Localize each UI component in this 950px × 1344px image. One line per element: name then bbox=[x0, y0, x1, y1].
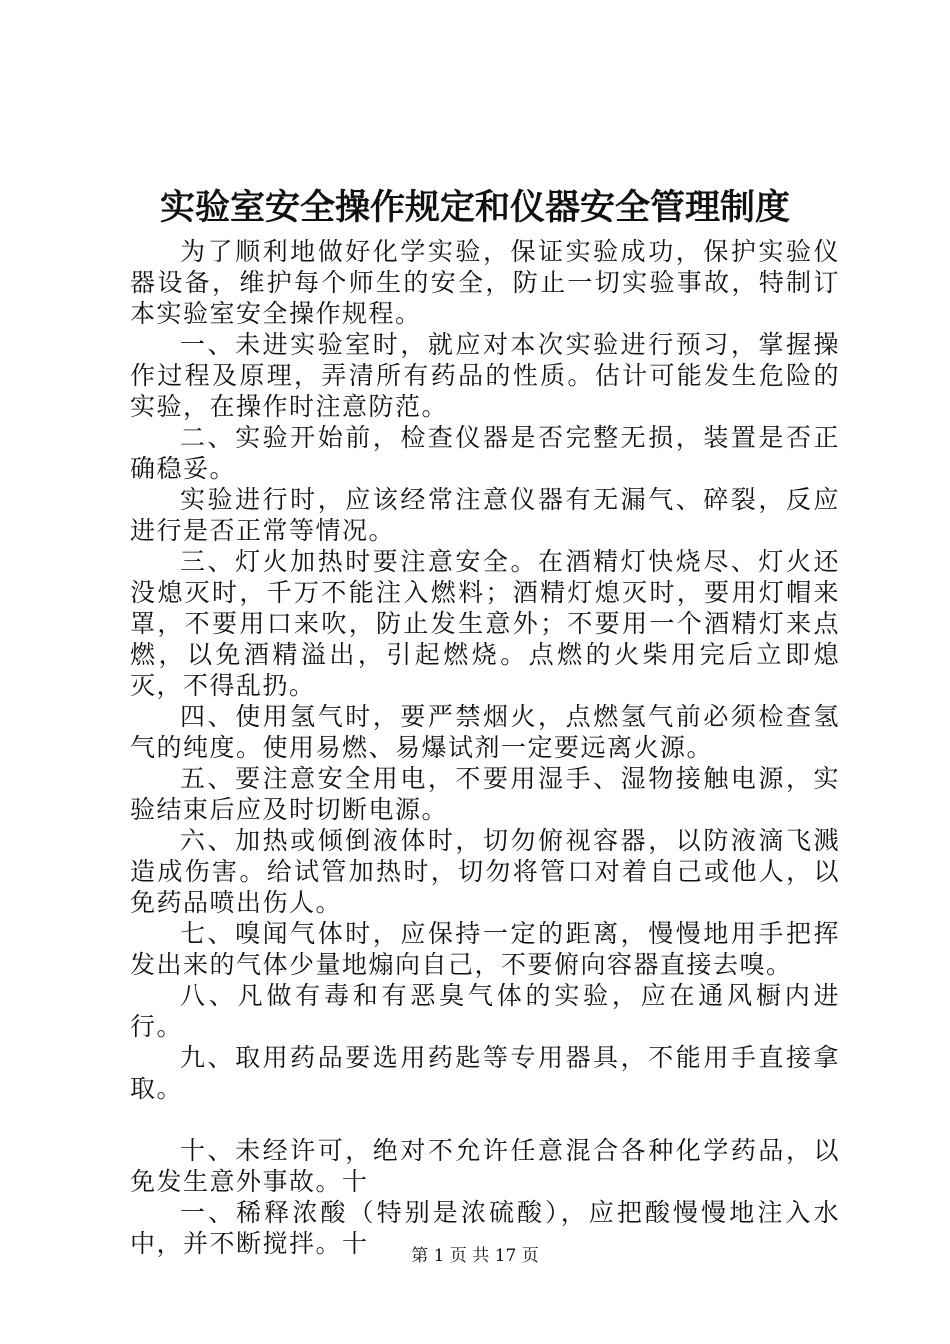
blank-line bbox=[130, 1104, 840, 1135]
paragraph-rule-11: 一、稀释浓酸（特别是浓硫酸），应把酸慢慢地注入水中，并不断搅拌。十 bbox=[130, 1198, 840, 1258]
paragraph-rule-2-cont: 实验进行时，应该经常注意仪器有无漏气、碎裂，反应进行是否正常等情况。 bbox=[130, 485, 840, 545]
paragraph-rule-10: 十、未经许可，绝对不允许任意混合各种化学药品，以免发生意外事故。十 bbox=[130, 1136, 840, 1196]
paragraph-rule-3: 三、灯火加热时要注意安全。在酒精灯快烧尽、灯火还没熄灭时，千万不能注入燃料；酒精灯熄灭时，要用灯帽来罩，不要用口来吹，防止发生意外；不要用一个酒精灯来点燃，以免酒精溢出，引起燃烧。点燃的火柴用完后立即熄灭，不得乱扔。 bbox=[130, 547, 840, 700]
paragraph-rule-6: 六、加热或倾倒液体时，切勿俯视容器，以防液滴飞溅造成伤害。给试管加热时，切勿将管口对着自己或他人，以免药品喷出伤人。 bbox=[130, 826, 840, 917]
document-body bbox=[130, 236, 840, 1259]
page-footer: 第 1 页 共 17 页 bbox=[411, 1246, 539, 1266]
paragraph-rule-8: 八、凡做有毒和有恶臭气体的实验，应在通风橱内进行。 bbox=[130, 981, 840, 1041]
paragraph-rule-2: 二、实验开始前，检查仪器是否完整无损，装置是否正确稳妥。 bbox=[130, 423, 840, 483]
paragraph-rule-4: 四、使用氢气时，要严禁烟火，点燃氢气前必须检查氢气的纯度。使用易燃、易爆试剂一定要远离火源。 bbox=[130, 702, 840, 762]
paragraph-rule-5: 五、要注意安全用电，不要用湿手、湿物接触电源，实验结束后应及时切断电源。 bbox=[130, 764, 840, 824]
paragraph-intro: 为了顺利地做好化学实验，保证实验成功，保护实验仪器设备，维护每个师生的安全，防止一切实验事故，特制订本实验室安全操作规程。 bbox=[130, 237, 840, 328]
paragraph-rule-1: 一、未进实验室时，就应对本次实验进行预习，掌握操作过程及原理，弄清所有药品的性质。估计可能发生危险的实验，在操作时注意防范。 bbox=[130, 330, 840, 421]
paragraph-rule-9: 九、取用药品要选用药匙等专用器具，不能用手直接拿取。 bbox=[130, 1043, 840, 1103]
document-title: 实验室安全操作规定和仪器安全管理制度 bbox=[159, 187, 790, 228]
paragraph-rule-7: 七、嗅闻气体时，应保持一定的距离，慢慢地用手把挥发出来的气体少量地煽向自己，不要俯向容器直接去嗅。 bbox=[130, 919, 840, 979]
